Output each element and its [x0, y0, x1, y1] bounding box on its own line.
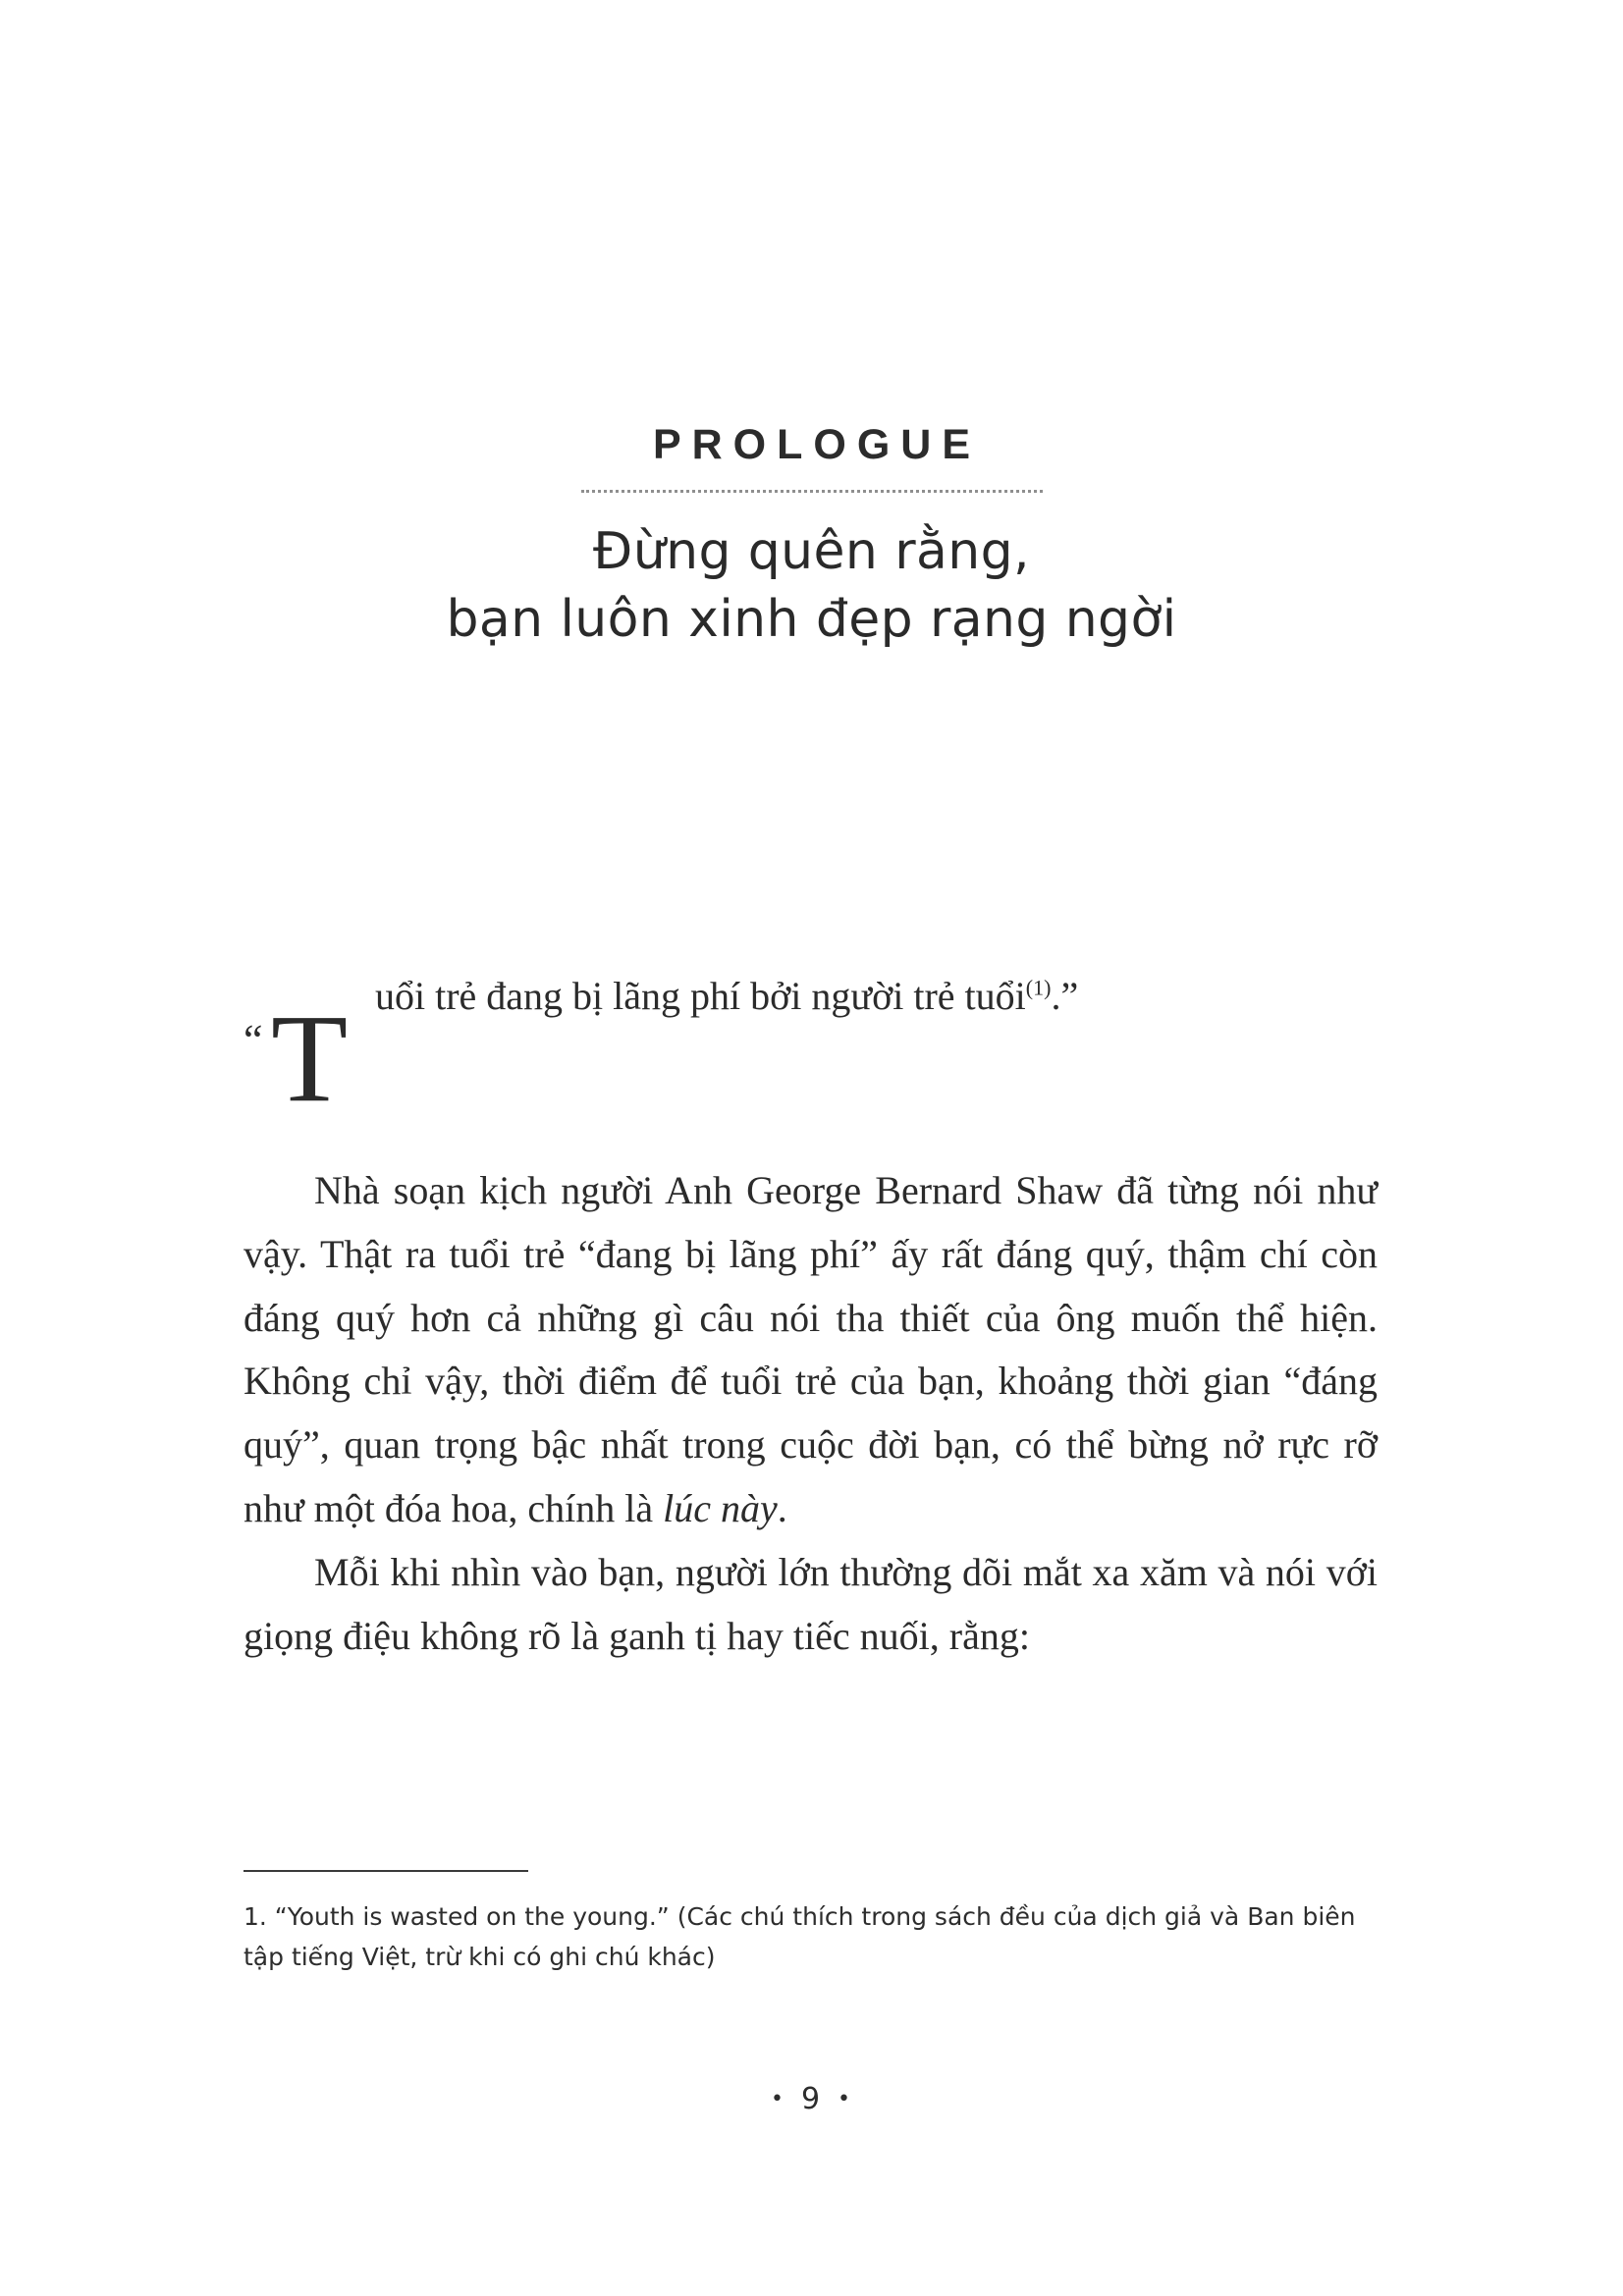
open-quote-mark: “ — [243, 1016, 263, 1064]
footnote-block — [243, 1870, 1378, 1977]
dropcap-letter: T — [271, 988, 349, 1128]
quote-sentence-text: uổi trẻ đang bị lãng phí bởi người trẻ tuổi — [375, 974, 1026, 1018]
dotted-divider — [581, 490, 1043, 493]
close-quote-mark: .” — [1051, 974, 1079, 1018]
prologue-label: PROLOGUE — [652, 421, 982, 468]
page-folio — [0, 2081, 1623, 2116]
footnote-divider — [243, 1870, 528, 1872]
paragraph-1-end: . — [777, 1485, 787, 1530]
paragraph-1-text: Nhà soạn kịch người Anh George Bernard Shaw đã từng nói như vậy. Thật ra tuổi trẻ “đang bị lãng phí” ấy rất đáng quý, thậm chí còn đáng quý hơn cả những gì câu nói tha thiết của ông muốn thể hiện. Không chỉ vậy, thời điểm để tuổi trẻ của bạn, khoảng thời gian “đáng quý”, quan trọng bậc nhất trong cuộc đời bạn, có thể bừng nở rực rỡ như một đóa hoa, chính là — [243, 1168, 1378, 1530]
paragraph-1-italic: lúc này — [663, 1485, 778, 1530]
footnote-marker: (1) — [1025, 975, 1052, 1000]
paragraph-1 — [243, 1159, 1378, 1541]
footnote-text: 1. “Youth is wasted on the young.” (Các chú thích trong sách đều của dịch giả và Ban biên tập tiếng Việt, trừ khi có ghi chú khác) — [243, 1902, 1356, 1971]
page-header — [0, 422, 1623, 654]
folio-dot-left: • — [770, 2087, 785, 2111]
chapter-title-line-2: bạn luôn xinh đẹp rạng ngời — [446, 589, 1177, 649]
folio-page-number: 9 — [800, 2082, 823, 2116]
paragraph-2: Mỗi khi nhìn vào bạn, người lớn thường dõi mắt xa xăm và nói với giọng điệu không rõ là ganh tị hay tiếc nuối, rằng: — [243, 1549, 1378, 1658]
folio-dot-right: • — [838, 2087, 853, 2111]
chapter-title-line-1: Đừng quên rằng, — [593, 522, 1030, 582]
body-text — [243, 967, 1378, 1668]
opening-quote-line — [243, 967, 1378, 1128]
quote-sentence — [375, 967, 1078, 1026]
chapter-title — [0, 518, 1623, 653]
